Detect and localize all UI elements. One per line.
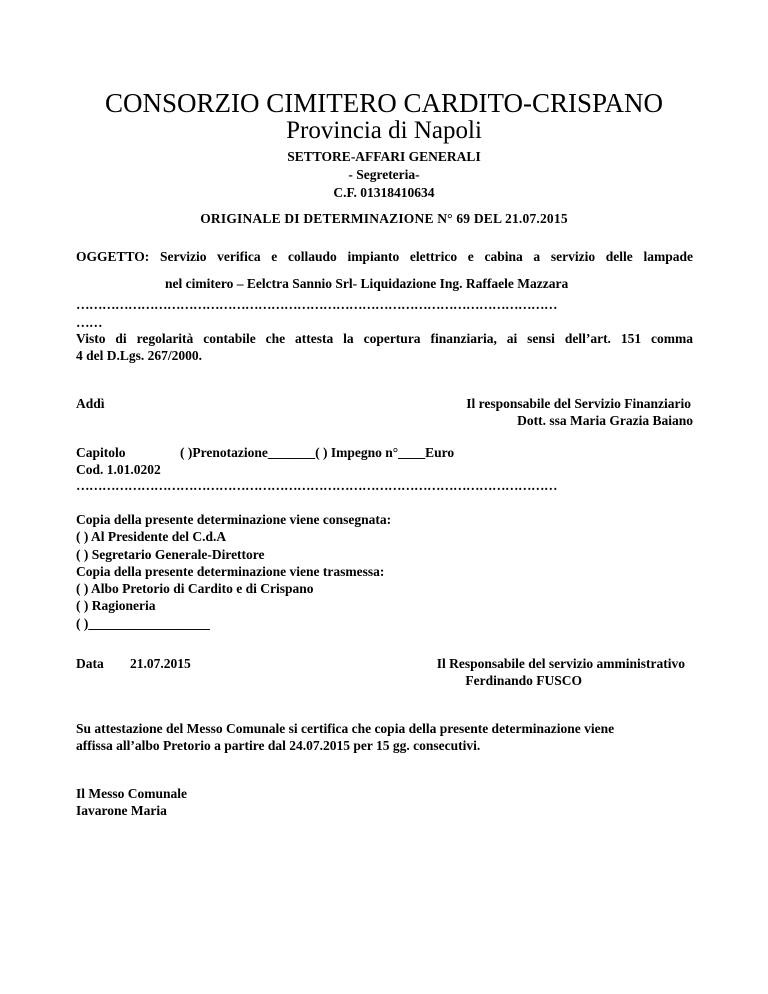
list-item: ( ) Ragioneria <box>76 598 156 614</box>
dotted-separator: ………………………………………………………………………………………………… <box>76 297 557 312</box>
attestation-line-1: Su attestazione del Messo Comunale si certifica che copia della presente determinazione viene <box>76 721 615 736</box>
list-item: Copia della presente determinazione viene consegnata: <box>76 512 392 527</box>
department-name: SETTORE-AFFARI GENERALI <box>287 149 481 164</box>
list-item: ( ) Segretario Generale-Direttore <box>76 546 265 562</box>
list-item: ( ) Al Presidente del C.d.A <box>76 529 227 545</box>
messenger-name: Iavarone Maria <box>76 803 167 818</box>
list-item: ( )__________________ <box>76 615 210 631</box>
accounting-approval-line-1: Visto di regolarità contabile che attesta la copertura finanziaria, ai sensi dell’art. 151 comma <box>76 331 693 346</box>
tax-code: C.F. 01318410634 <box>333 185 435 200</box>
dotted-separator-continuation: …… <box>76 315 102 330</box>
organization-title: CONSORZIO CIMITERO CARDITO-CRISPANO <box>104 88 664 118</box>
document-title: ORIGINALE DI DETERMINAZIONE N° 69 DEL 21.07.2015 <box>200 211 568 226</box>
booking-commitment-line: ( )Prenotazione_______( ) Impegno n°____Euro <box>180 445 455 460</box>
subject-line-1: OGGETTO: Servizio verifica e collaudo impianto elettrico e cabina a servizio delle lampade <box>76 249 693 264</box>
capitolo-label: Capitolo <box>76 445 126 460</box>
date-label: Data <box>76 656 104 671</box>
admin-officer-role: Il Responsabile del servizio amministrativo <box>436 656 685 671</box>
addi-label: Addì <box>76 396 105 411</box>
list-item: ( ) Albo Pretorio di Cardito e di Crispano <box>76 581 314 597</box>
budget-code: Cod. 1.01.0202 <box>76 462 161 477</box>
financial-officer-role: Il responsabile del Servizio Finanziario <box>466 396 691 411</box>
subject-line-2: nel cimitero – Eelctra Sannio Srl- Liquidazione Ing. Raffaele Mazzara <box>165 276 569 291</box>
admin-officer-name: Ferdinando FUSCO <box>465 673 582 688</box>
dotted-separator: ………………………………………………………………………………………………… <box>76 478 557 493</box>
accounting-approval-line-2: 4 del D.Lgs. 267/2000. <box>76 348 203 363</box>
province-name: Provincia di Napoli <box>286 117 482 144</box>
financial-officer-name: Dott. ssa Maria Grazia Baiano <box>517 413 693 428</box>
attestation-line-2: affissa all’albo Pretorio a partire dal 24.07.2015 per 15 gg. consecutivi. <box>76 738 481 753</box>
distribution-list <box>76 511 391 632</box>
date-value: 21.07.2015 <box>130 656 191 671</box>
messenger-role: Il Messo Comunale <box>76 786 187 801</box>
office-name: - Segreteria- <box>348 167 420 182</box>
list-item: Copia della presente determinazione viene trasmessa: <box>76 563 385 579</box>
